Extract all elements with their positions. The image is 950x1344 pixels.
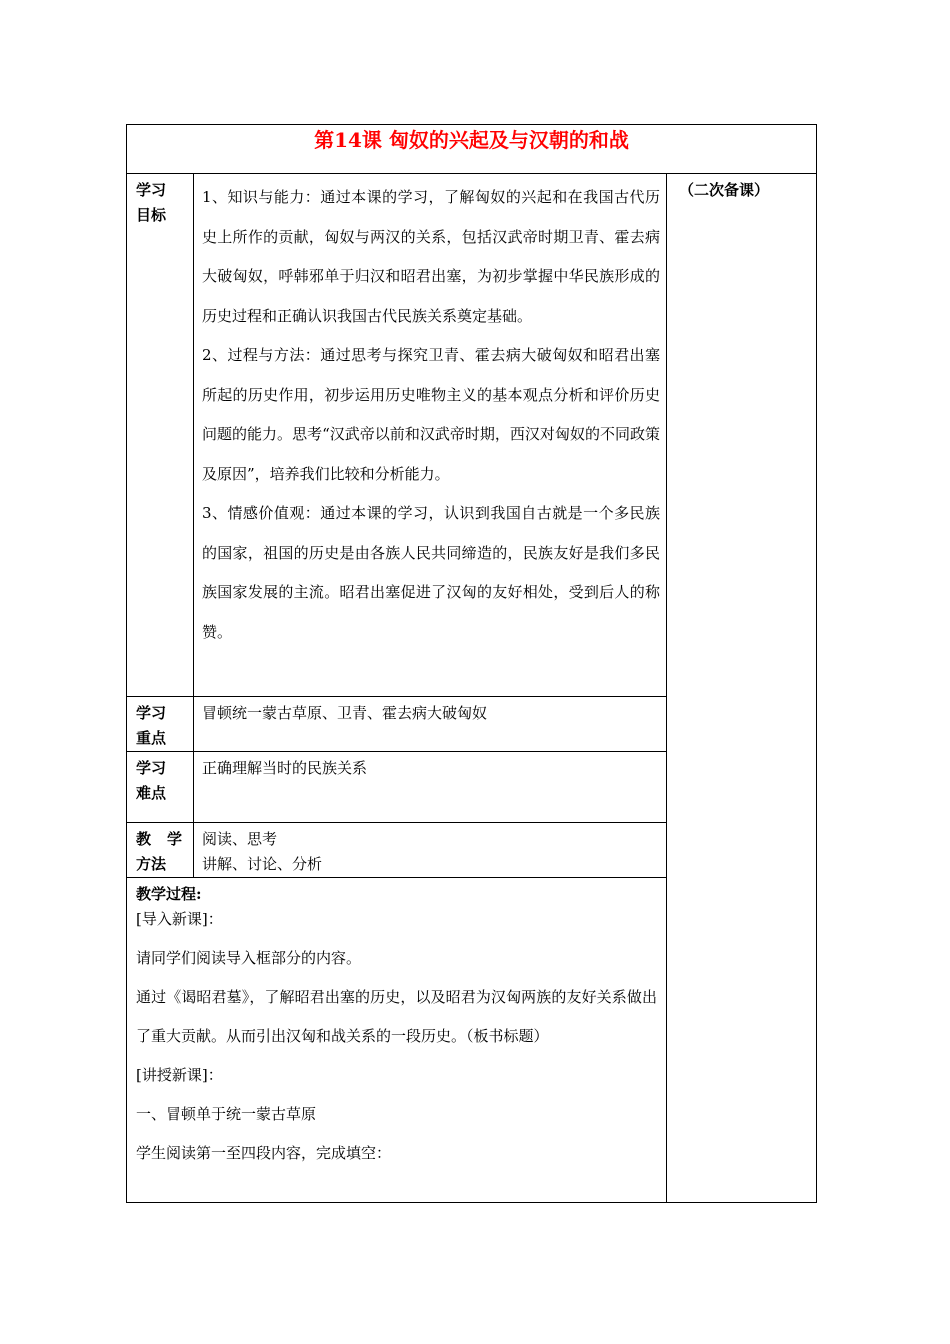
key-points-text: 冒顿统一蒙古草原、卫青、霍去病大破匈奴 bbox=[202, 704, 488, 722]
teach-label: [讲授新课]： bbox=[136, 1066, 223, 1084]
difficulties-label-line2: 难点 bbox=[136, 784, 167, 802]
key-points-label-line1: 学习 bbox=[136, 704, 167, 722]
difficulties-label-line1: 学习 bbox=[136, 759, 167, 777]
lesson-title: 第14课 匈奴的兴起及与汉朝的和战 bbox=[314, 128, 629, 152]
methods-label-line2: 方法 bbox=[136, 855, 167, 873]
objective-knowledge: 1、知识与能力：通过本课的学习，了解匈奴的兴起和在我国古代历史上所作的贡献，匈奴与两汉的关系，包括汉武帝时期卫青、霍去病大破匈奴，呼韩邪单于归汉和昭君出塞，为初步掌握中华民族形成的历史过程和正确认识我国古代民族关系奠定基础。 bbox=[202, 188, 660, 325]
objectives-content-cell bbox=[194, 174, 667, 697]
objective-values: 3、情感价值观：通过本课的学习，认识到我国自古就是一个多民族的国家，祖国的历史是由各族人民共同缔造的，民族友好是我们多民族国家发展的主流。昭君出塞促进了汉匈的友好相处，受到后人的称赞。 bbox=[202, 504, 660, 641]
difficulties-text: 正确理解当时的民族关系 bbox=[202, 759, 368, 777]
methods-label-cell bbox=[127, 823, 194, 878]
side-note-label: （二次备课） bbox=[679, 181, 770, 199]
lesson-plan-table bbox=[126, 124, 817, 1203]
objective-process: 2、过程与方法：通过思考与探究卫青、霍去病大破匈奴和昭君出塞所起的历史作用，初步运用历史唯物主义的基本观点分析和评价历史问题的能力。思考“汉武帝以前和汉武帝时期，西汉对匈奴的不同政策及原因”，培养我们比较和分析能力。 bbox=[202, 346, 660, 483]
key-points-label-cell bbox=[127, 697, 194, 752]
intro-paragraph-1: 请同学们阅读导入框部分的内容。 bbox=[136, 949, 362, 967]
process-heading: 教学过程: bbox=[136, 885, 202, 903]
intro-paragraph-2: 通过《谒昭君墓》，了解昭君出塞的历史，以及昭君为汉匈两族的友好关系做出了重大贡献。从而引出汉匈和战关系的一段历史。（板书标题） bbox=[136, 988, 657, 1045]
difficulties-content-cell bbox=[194, 752, 667, 823]
objectives-row bbox=[127, 174, 817, 697]
key-points-label-line2: 重点 bbox=[136, 729, 167, 747]
methods-line1: 阅读、思考 bbox=[202, 830, 278, 848]
objectives-label-line2: 目标 bbox=[136, 206, 167, 224]
section-1-heading: 一、冒顿单于统一蒙古草原 bbox=[136, 1105, 317, 1123]
intro-label: [导入新课]： bbox=[136, 910, 223, 928]
side-note-cell bbox=[667, 174, 817, 1203]
process-cell bbox=[127, 878, 667, 1203]
methods-line2: 讲解、讨论、分析 bbox=[202, 855, 323, 873]
methods-label-line1 bbox=[136, 827, 182, 852]
methods-label-char1: 教 bbox=[136, 830, 152, 848]
difficulties-label-cell bbox=[127, 752, 194, 823]
title-row bbox=[127, 125, 817, 174]
objectives-label-line1: 学习 bbox=[136, 181, 167, 199]
key-points-content-cell bbox=[194, 697, 667, 752]
objectives-label-cell bbox=[127, 174, 194, 697]
methods-label-char2: 学 bbox=[166, 830, 182, 848]
methods-content-cell bbox=[194, 823, 667, 878]
title-cell bbox=[127, 125, 817, 174]
section-1-task: 学生阅读第一至四段内容，完成填空： bbox=[136, 1144, 392, 1162]
